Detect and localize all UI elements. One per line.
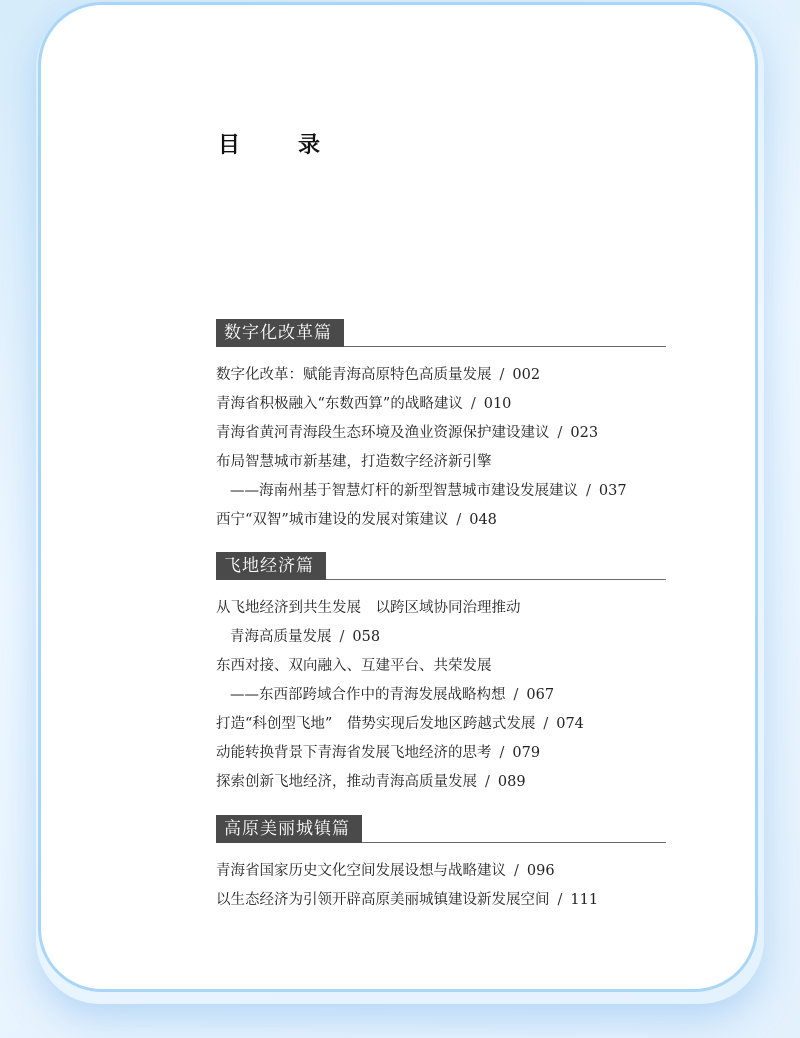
page-separator: / <box>499 367 505 383</box>
page-number: 074 <box>556 716 584 732</box>
toc-entry[interactable] <box>216 361 666 390</box>
page-number: 010 <box>483 396 512 412</box>
section-header <box>216 551 666 580</box>
page-separator: / <box>557 425 563 441</box>
toc-entry[interactable] <box>216 623 666 652</box>
toc-entry[interactable] <box>216 886 666 915</box>
section-enclave-economy <box>216 551 666 797</box>
toc-entry[interactable] <box>216 448 666 477</box>
toc-entry-title: 探索创新飞地经济，推动青海高质量发展 <box>216 774 477 790</box>
page-number: 067 <box>526 687 555 703</box>
section-header <box>216 318 666 347</box>
toc-entry-title: 青海省国家历史文化空间发展设想与战略建议 <box>216 863 506 879</box>
page-separator: / <box>513 687 519 703</box>
toc-entry-title: 青海省黄河青海段生态环境及渔业资源保护建设建议 <box>216 425 550 441</box>
section-digital-reform <box>216 318 666 535</box>
page-separator: / <box>485 774 490 790</box>
toc-entry-title: 青海高质量发展 <box>230 629 332 645</box>
toc-entry-title: 青海省积极融入“东数西算”的战略建议 <box>216 396 463 412</box>
page-title <box>218 128 322 159</box>
page-number: 089 <box>497 774 526 790</box>
page-number: 058 <box>352 629 381 645</box>
page-number: 111 <box>570 892 599 908</box>
toc-entry[interactable] <box>216 739 666 768</box>
title-char-right: 录 <box>298 132 323 158</box>
page-separator: / <box>470 396 476 412</box>
toc-entry[interactable] <box>216 390 666 419</box>
page-separator: / <box>456 512 462 528</box>
toc-entry[interactable] <box>216 594 666 623</box>
toc-entry-title: 数字化改革：赋能青海高原特色高质量发展 <box>216 367 492 383</box>
page-number: 002 <box>512 367 541 383</box>
page-number: 079 <box>512 745 541 761</box>
title-char-left: 目 <box>218 132 243 158</box>
page-separator: / <box>339 629 345 645</box>
toc-entry-title: 动能转换背景下青海省发展飞地经济的思考 <box>216 745 492 761</box>
section-label: 飞地经济篇 <box>216 552 326 580</box>
toc-entry-title: 从飞地经济到共生发展 以跨区域协同治理推动 <box>216 600 521 616</box>
toc-entry-title: 以生态经济为引领开辟高原美丽城镇建设新发展空间 <box>216 892 550 908</box>
toc-entry-title: 西宁“双智”城市建设的发展对策建议 <box>216 512 449 528</box>
section-label: 数字化改革篇 <box>216 319 344 347</box>
toc-entry-title: 东西对接、双向融入、互建平台、共荣发展 <box>216 658 492 674</box>
page-separator: / <box>499 745 505 761</box>
page-separator: / <box>586 483 591 499</box>
toc-entry-title: 布局智慧城市新基建，打造数字经济新引擎 <box>216 454 492 470</box>
page-number: 037 <box>598 483 627 499</box>
page-separator: / <box>557 892 563 908</box>
toc-entry-title: ——东西部跨域合作中的青海发展战略构想 <box>230 687 506 703</box>
section-label: 高原美丽城镇篇 <box>216 815 362 843</box>
section-header <box>216 814 666 843</box>
toc-entry[interactable] <box>216 710 666 739</box>
section-plateau-towns <box>216 814 666 915</box>
toc-entry[interactable] <box>216 419 666 448</box>
toc-entry[interactable] <box>216 768 666 797</box>
toc-entry[interactable] <box>216 652 666 681</box>
toc-entry[interactable] <box>216 857 666 886</box>
page-number: 048 <box>469 512 497 528</box>
page-number: 023 <box>570 425 599 441</box>
toc-entry[interactable] <box>216 681 666 710</box>
toc-entry-title: 打造“科创型飞地” 借势实现后发地区跨越式发展 <box>216 716 536 732</box>
page-number: 096 <box>526 863 555 879</box>
toc-entry[interactable] <box>216 477 666 506</box>
page-separator: / <box>514 863 519 879</box>
toc-entry[interactable] <box>216 506 666 535</box>
page-separator: / <box>543 716 549 732</box>
toc-entry-title: ——海南州基于智慧灯杆的新型智慧城市建设发展建议 <box>230 483 578 499</box>
